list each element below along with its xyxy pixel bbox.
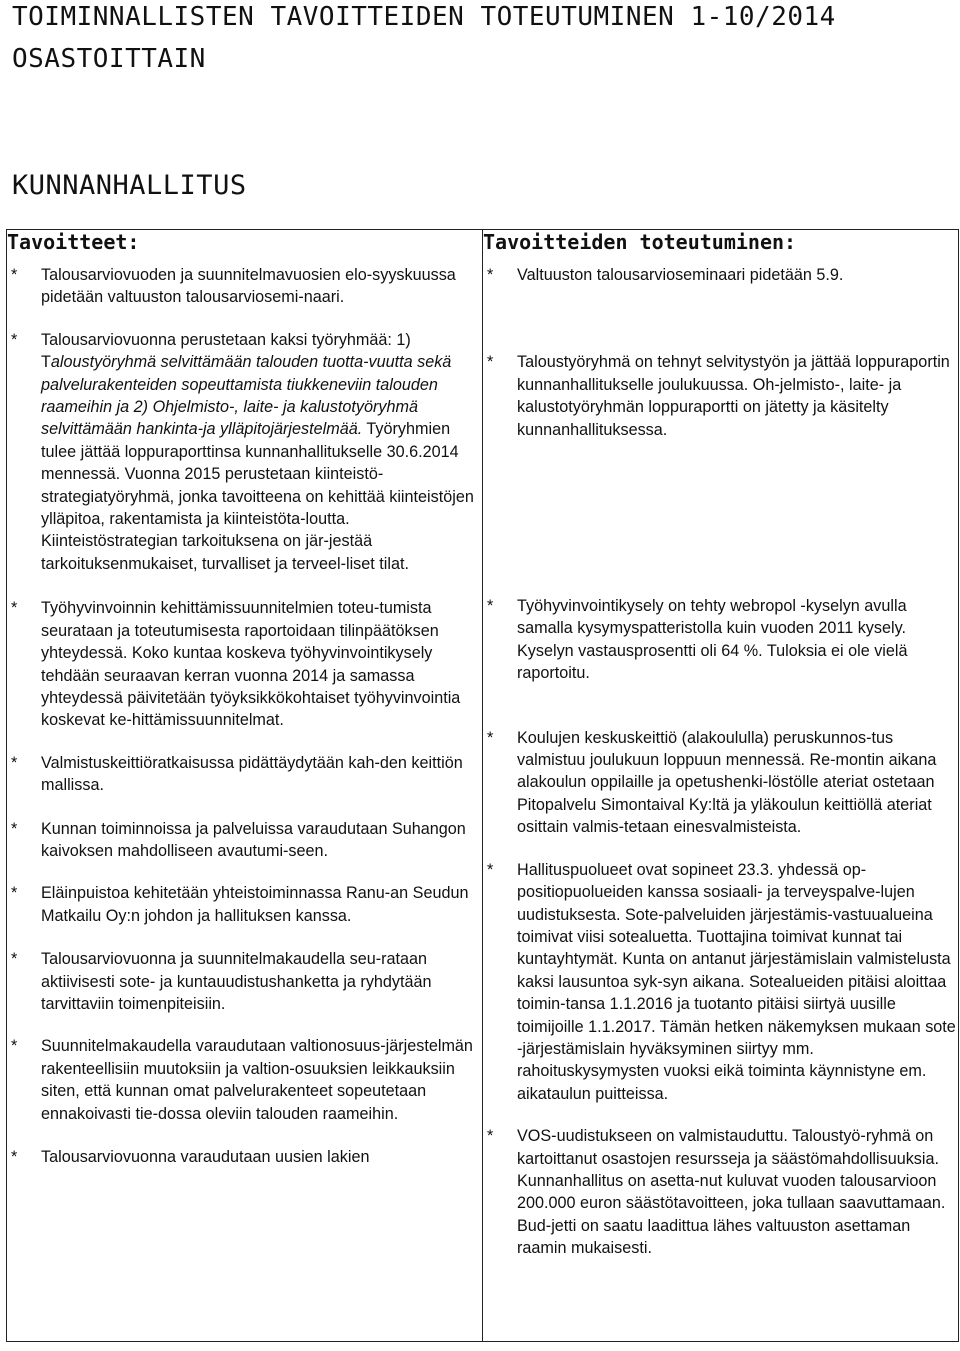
bullet-asterisk: *	[487, 353, 494, 372]
bullet-asterisk: *	[11, 1037, 18, 1056]
realization-text: Valtuuston talousarvioseminaari pidetään 5.9.	[517, 266, 844, 284]
bullet-asterisk: *	[11, 599, 18, 618]
goal-item	[7, 752, 482, 797]
goal-item	[7, 264, 482, 309]
goal-text: Talousarviovuonna ja suunnitelmakaudella seu-rataan aktiivisesti sote- ja kuntauudistushanketta ja ryhdytään tarvittaviin toimenpiteisiin.	[41, 950, 432, 1013]
goal-text: Valmistuskeittiöratkaisussa pidättäydytään kah-den keittiön mallissa.	[41, 753, 463, 795]
goal-item	[7, 1035, 482, 1125]
goal-item	[7, 329, 482, 575]
goal-text: Suunnitelmakaudella varaudutaan valtionosuus-järjestelmän rakenteellisiin muutoksiin ja valtion-osuuksien leikkauksiin siten, että kunnan omat palvelurakenteet sopeutetaan ennakoivasti tie-dossa oleviin talouden raameihin.	[41, 1037, 473, 1123]
bullet-asterisk: *	[11, 266, 18, 284]
realization-item	[483, 859, 958, 1105]
realization-column-header: Tavoitteiden toteutuminen:	[483, 230, 959, 257]
bullet-asterisk: *	[487, 728, 494, 747]
bullet-asterisk: *	[11, 950, 18, 969]
realization-item	[483, 351, 958, 441]
section-heading: KUNNANHALLITUS	[12, 170, 247, 201]
goal-item	[7, 948, 482, 1015]
document-title-line-1: TOIMINNALLISTEN TAVOITTEIDEN TOTEUTUMINEN 1-10/2014	[12, 2, 836, 32]
goal-text-italic: aloustyöryhmä selvittämään talouden tuotta-vuutta sekä palvelurakenteiden sopeuttamista tiukkeneviin talouden raameihin ja 2) Ohjelmisto-, laite- ja kalustotyöryhmä selvittämään hankinta-ja ylläpitojärjestelmää.	[41, 353, 452, 439]
goal-item	[7, 818, 482, 863]
goal-item	[7, 597, 482, 731]
goal-text: Eläinpuistoa kehitetään yhteistoiminnassa Ranu-an Seudun Matkailu Oy:n johdon ja hallituksen kanssa.	[41, 884, 469, 925]
realization-item	[483, 264, 958, 286]
goal-text-a: Talousarviovuonna perustetaan kaksi työryhmää: 1) T	[41, 330, 411, 372]
goal-text: Talousarviovuonna varaudutaan uusien lakien	[41, 1148, 370, 1166]
realization-item	[483, 595, 958, 685]
realization-item	[483, 727, 958, 839]
bullet-asterisk: *	[11, 1148, 18, 1166]
realization-column	[483, 256, 959, 1342]
goal-text: Talousarviovuoden ja suunnitelmavuosien elo-syyskuussa pidetään valtuuston talousarviosemi-naari.	[41, 266, 456, 307]
bullet-asterisk: *	[487, 1127, 494, 1146]
realization-text: Hallituspuolueet ovat sopineet 23.3. yhdessä op-positiopuolueiden kanssa sosiaali- ja terveyspalve-lujen uudistuksesta. Sote-palveluiden järjestämis-vastuualueina toimivat viisi sotealuetta. Tuottajina toimivat kunnat tai kuntayhtymät. Kunta on antanut järjestämislain valmistelusta kaksi lausuntoa syk-syn aikana. Sotealueiden pitäisi aloittaa toimin-tansa 1.1.2016 ja tuotanto pitäisi siirtyä uusille toimijoille 1.1.2017. Tämän hetken näkemyksen mukaan sote -järjestämislain hyväksyminen siirtyy mm. rahoituskysymysten vuoksi eikä toiminta käynnistyne em. aikataulun puitteissa.	[517, 860, 956, 1103]
goals-column	[7, 256, 483, 1342]
goals-table	[6, 229, 959, 1342]
realization-text: Koulujen keskuskeittiö (alakoululla) peruskunnos-tus valmistuu joulukuun loppuun mennessä. Re-montin aikana alakoulun oppilaille ja opetushenki-löstölle ateriat ostetaan Pitopalvelu Simontaival Ky:ltä ja yläkoulun keittiöllä ateriat osittain valmis-tetaan einesvalmisteista.	[517, 728, 937, 837]
goal-item	[7, 1146, 482, 1168]
realization-text: Työhyvinvointikysely on tehty webropol -kyselyn avulla samalla kysymyspatteristolla kuin vuoden 2011 kysely. Kyselyn vastausprosentti oli 64 %. Tuloksia ei ole vielä raportoitu.	[517, 597, 908, 683]
bullet-asterisk: *	[11, 819, 18, 838]
realization-item	[483, 1125, 958, 1259]
goal-text: Työhyvinvoinnin kehittämissuunnitelmien toteu-tumista seurataan ja toteutumisesta raportoidaan tilinpäätöksen yhteydessä. Koko kuntaa koskeva työhyvinvointikysely tehdään seuraavan kerran vuonna 2014 ja samassa yhteydessä päivitetään työyksikkökohtaiset työhyvinvointia koskevat ke-hittämissuunnitelmat.	[41, 599, 461, 730]
bullet-asterisk: *	[11, 884, 18, 903]
bullet-asterisk: *	[487, 266, 494, 284]
goals-column-header: Tavoitteet:	[7, 230, 483, 257]
realization-text: Taloustyöryhmä on tehnyt selvitystyön ja jättää loppuraportin kunnanhallitukselle joulukuussa. Oh-jelmisto-, laite- ja kalustotyöryhmän loppuraportti on jätetty ja käsitelty kunnanhallituksessa.	[517, 353, 950, 439]
bullet-asterisk: *	[11, 330, 18, 349]
goal-text-c: Työryhmien tulee jättää loppuraporttinsa kunnanhallitukselle 30.6.2014 mennessä. Vuonna 2015 perustetaan kiinteistö-strategiatyöryhmä, jonka tavoitteena on kehittää kiinteistöjen ylläpitoa, rakentamista ja kiinteistöta-loutta. Kiinteistöstrategian tarkoituksena on jär-jestää tarkoituksenmukaiset, turvalliset ja terveel-liset tilat.	[41, 420, 474, 573]
goal-item	[7, 882, 482, 927]
bullet-asterisk: *	[487, 860, 494, 879]
bullet-asterisk: *	[487, 597, 494, 616]
bullet-asterisk: *	[11, 753, 18, 772]
document-title-line-2: OSASTOITTAIN	[12, 44, 206, 74]
realization-text: VOS-uudistukseen on valmistauduttu. Taloustyö-ryhmä on kartoittanut osastojen resursseja ja säästömahdollisuuksia. Kunnanhallitus on asetta-nut kuluvat vuoden talousarvioon 200.000 euron säästötavoitteen, joka tullaan saavuttamaan. Bud-jetti on saatu laadittua lähes valtuuston asettaman raamin mukaisesti.	[517, 1127, 946, 1258]
goal-text: Kunnan toiminnoissa ja palveluissa varaudutaan Suhangon kaivoksen mahdolliseen avautumi-seen.	[41, 819, 466, 860]
